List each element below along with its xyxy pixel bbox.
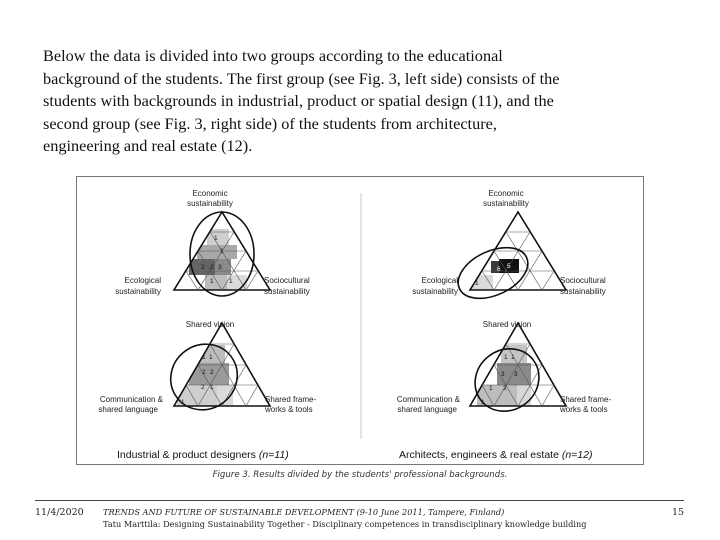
cell-number: 1: [481, 399, 485, 406]
panel-title-text: Architects, engineers & real estate: [399, 449, 559, 461]
right-label: works & tools: [560, 405, 608, 414]
panel-title-text: Industrial & product designers: [117, 449, 256, 461]
apex-label: sustainability: [187, 199, 233, 208]
cell-number: 1: [210, 278, 214, 285]
right-label: Sociocultural: [264, 276, 310, 285]
figure-caption: Figure 3. Results divided by the students' professional backgrounds.: [212, 470, 508, 480]
cell-number: 2: [201, 264, 205, 271]
cell-number: 1: [504, 354, 508, 361]
left-label: sustainability: [115, 287, 161, 296]
panel-count: (n=11): [258, 449, 289, 461]
page-number: 15: [672, 507, 685, 518]
body-paragraph: [43, 45, 683, 158]
cell-number: 1: [209, 354, 213, 361]
cell-number: 1: [511, 354, 515, 361]
cell-number: 2: [201, 384, 205, 391]
left-label: shared language: [397, 405, 457, 414]
cell-number: 2: [210, 264, 214, 271]
figure-3-graphic: [77, 177, 645, 466]
apex-label: sustainability: [483, 199, 529, 208]
cell-number: 1: [475, 280, 479, 287]
footer-date: 11/4/2020: [35, 507, 84, 518]
footer-text: [103, 506, 587, 530]
paragraph-line: engineering and real estate (12).: [43, 136, 253, 156]
right-panel-title: [399, 449, 593, 461]
paragraph-line: background of the students. The first group (see Fig. 3, left side) consists of the: [43, 68, 560, 88]
left-bottom-triangle: [158, 323, 270, 423]
cell-number: 2: [210, 369, 214, 376]
left-label: Ecological: [421, 276, 458, 285]
cell-number: 2: [202, 369, 206, 376]
cell-number: 2: [503, 385, 507, 392]
footer-conference: TRENDS AND FUTURE OF SUSTAINABLE DEVELOPMENT (9-10 June 2011, Tampere, Finland): [103, 507, 505, 517]
right-label: Shared frame-: [560, 395, 612, 404]
right-label: Sociocultural: [560, 276, 606, 285]
right-label: works & tools: [265, 405, 313, 414]
right-label: sustainability: [560, 287, 606, 296]
panel-count: (n=12): [561, 449, 593, 461]
cell-number: 3: [501, 371, 505, 378]
shared-vision-label: Shared vision: [185, 320, 235, 329]
left-label: Ecological: [124, 276, 161, 285]
cell-number: 1: [210, 384, 214, 391]
paragraph-line: students with backgrounds in industrial, product or spatial design (11), and the: [43, 91, 554, 111]
right-top-triangle: [450, 212, 566, 309]
figure-3: [76, 176, 644, 465]
apex-label: Economic: [192, 189, 228, 198]
cell-number: 3: [514, 371, 518, 378]
cell-number: 1: [214, 235, 218, 242]
left-panel-title: [117, 449, 289, 461]
cell-number: 6: [497, 266, 501, 273]
cell-number: 5: [507, 263, 511, 270]
cell-number: 1: [220, 248, 224, 255]
cell-number: 1: [202, 354, 206, 361]
cell-number: 1: [489, 385, 493, 392]
left-label: shared language: [98, 405, 158, 414]
shared-vision-label: Shared vision: [482, 320, 532, 329]
right-label: sustainability: [264, 287, 310, 296]
left-label: Communication &: [99, 395, 163, 404]
cell-number: 1: [181, 399, 185, 406]
paragraph-line: second group (see Fig. 3, right side) of the students from architecture,: [43, 113, 497, 133]
left-label: Communication &: [396, 395, 460, 404]
cell-number: 3: [218, 264, 222, 271]
left-label: sustainability: [412, 287, 458, 296]
paragraph-line: Below the data is divided into two groups according to the educational: [43, 46, 503, 65]
footer-author-title: Tatu Marttila: Designing Sustainability Together - Disciplinary competences in transdisciplinary knowledge building: [103, 519, 587, 529]
right-label: Shared frame-: [265, 395, 317, 404]
apex-label: Economic: [488, 189, 524, 198]
cell-number: 1: [229, 278, 233, 285]
footer-divider: [35, 500, 684, 501]
